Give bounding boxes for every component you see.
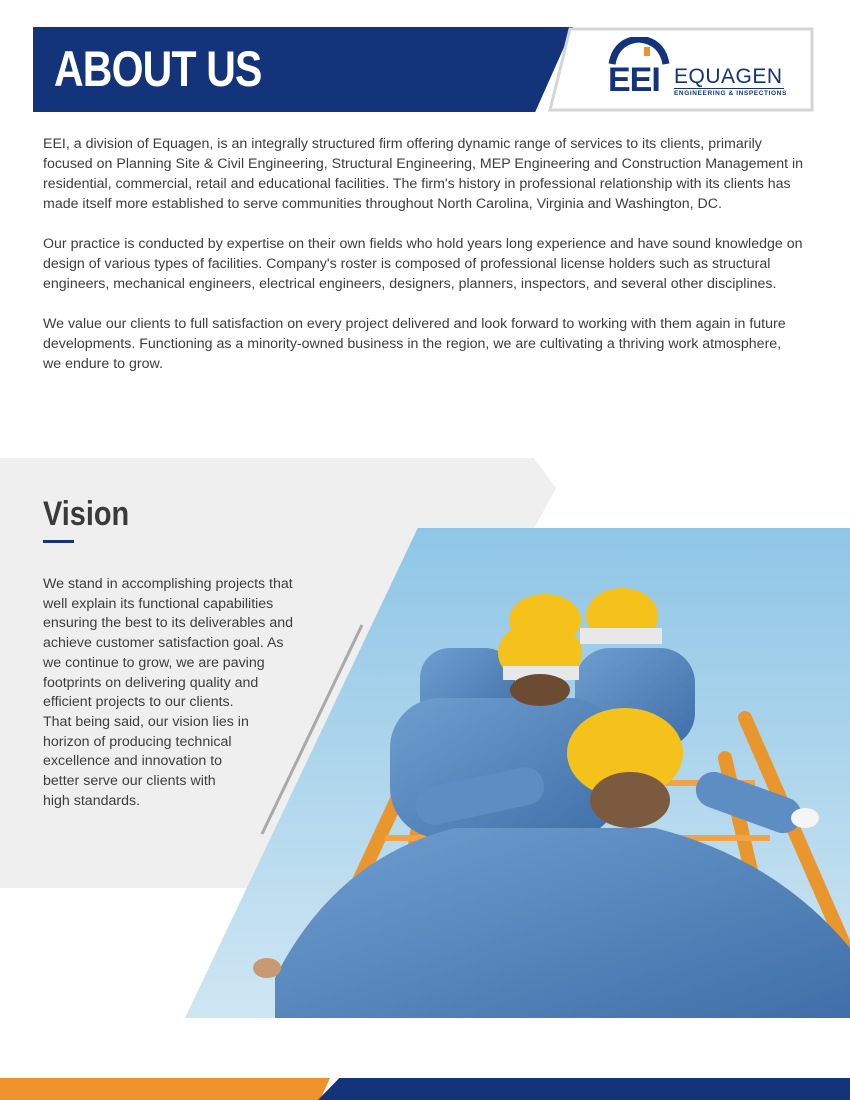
- vision-line: ensuring the best to its deliverables and: [43, 615, 294, 632]
- vision-line: high standards.: [43, 792, 141, 809]
- vision-line: achieve customer satisfaction goal. As: [43, 635, 284, 652]
- page-title: ABOUT US: [54, 41, 262, 97]
- about-paragraph: EEI, a division of Equagen, is an integrally structured firm offering dynamic range of services to its clients, primarily focused on Planning Site & Civil Engineering, Structural Engineering, MEP Engineering and Construction Management in residential, commercial, retail and educational facilities. The firm's history in professional relationship with its clients has made itself more established to serve communities throughout North Carolina, Virginia and Washington, DC.: [43, 136, 804, 212]
- about-paragraph: Our practice is conducted by expertise on their own fields who hold years long experience and have sound knowledge on design of various types of facilities. Company's roster is composed of professional license holders such as structural engineers, mechanical engineers, electrical engineers, designers, planners, inspectors, and several other disciplines.: [43, 236, 803, 292]
- vision-line: footprints on delivering quality and: [43, 674, 259, 691]
- logo-name: EQUAGEN: [674, 65, 783, 88]
- footer-navy-band: [318, 1078, 850, 1100]
- logo-tagline: ENGINEERING & INSPECTIONS: [674, 90, 787, 97]
- vision-line: horizon of producing technical: [43, 733, 232, 750]
- vision-line: That being said, our vision lies in: [43, 713, 249, 730]
- vision-heading-underline: [43, 540, 74, 543]
- vision-line: We stand in accomplishing projects that: [43, 576, 293, 592]
- footer-orange-band: [0, 1078, 330, 1100]
- vision-line: well explain its functional capabilities: [43, 595, 274, 612]
- vision-heading: Vision: [43, 495, 130, 533]
- vision-line: we continue to grow, we are paving: [43, 654, 265, 671]
- about-paragraph: We value our clients to full satisfaction on every project delivered and look forward to working with them again in future developments. Functioning as a minority-owned business in the region, we are cultivating a thriving work atmosphere, we endure to grow.: [43, 316, 786, 372]
- vision-line: efficient projects to our clients.: [43, 694, 234, 711]
- logo-mark: EEI: [608, 61, 660, 99]
- vision-line: excellence and innovation to: [43, 753, 223, 770]
- vision-text: [43, 575, 333, 811]
- vision-line: better serve our clients with: [43, 773, 216, 790]
